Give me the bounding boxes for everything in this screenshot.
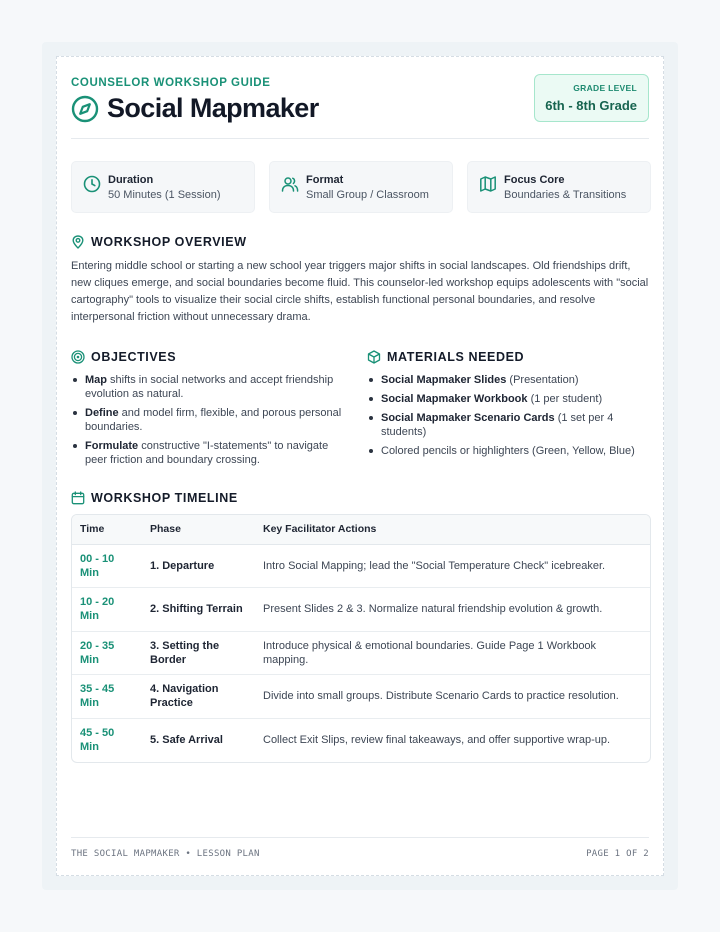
cell-time: 45 - 50 Min: [80, 727, 115, 753]
info-card-value: Small Group / Classroom: [306, 189, 429, 201]
list-item-bold: Define: [85, 407, 119, 419]
cell-time: 10 - 20 Min: [72, 588, 142, 632]
overview-heading-text: WORKSHOP OVERVIEW: [91, 235, 247, 249]
title-row: [71, 93, 319, 124]
info-card-value: 50 Minutes (1 Session): [108, 189, 221, 201]
materials-heading-text: MATERIALS NEEDED: [387, 350, 525, 364]
list-item-bold: Social Mapmaker Slides: [381, 374, 507, 386]
list-item-bold: Formulate: [85, 440, 139, 452]
objectives-list: [71, 373, 353, 472]
compass-icon: [71, 95, 99, 123]
list-item: [367, 392, 653, 406]
info-card-label: Format: [306, 174, 344, 186]
materials-heading: [367, 350, 524, 364]
cell-actions: Present Slides 2 & 3. Normalize natural friendship evolution & growth.: [255, 588, 650, 632]
table-header-row: [72, 515, 650, 544]
info-card-value: Boundaries & Transitions: [504, 189, 627, 201]
cell-phase: 1. Departure: [142, 544, 255, 588]
list-item-bold: Map: [85, 374, 107, 386]
list-item-text: constructive "I-statements" to navigate peer friction and boundary crossing.: [85, 440, 329, 466]
list-item-text: shifts in social networks and accept friendship evolution as natural.: [85, 374, 334, 400]
grade-level-badge: [534, 74, 649, 122]
table-row: [72, 544, 650, 588]
document-page: [56, 56, 664, 876]
clock-icon: [83, 175, 101, 193]
footer-divider: [71, 837, 649, 838]
list-item: [71, 406, 353, 434]
objectives-heading-text: OBJECTIVES: [91, 350, 177, 364]
page-title: Social Mapmaker: [107, 93, 319, 123]
info-card-duration: [71, 161, 255, 213]
column-header-phase: Phase: [142, 515, 255, 544]
package-icon: [367, 350, 381, 364]
objectives-heading: [71, 350, 176, 364]
list-item: [367, 411, 653, 439]
cell-actions: Divide into small groups. Distribute Scenario Cards to practice resolution.: [255, 675, 650, 719]
cell-phase: 3. Setting the Border: [142, 631, 255, 675]
cell-phase: 5. Safe Arrival: [150, 734, 223, 746]
info-card-label: Focus Core: [504, 174, 565, 186]
info-card-format: [269, 161, 453, 213]
map-icon: [479, 175, 497, 193]
table-row: [72, 588, 650, 632]
list-item-text: (1 set per 4 students): [381, 412, 614, 438]
table-row: [72, 718, 650, 762]
info-card-label: Duration: [108, 174, 154, 186]
cell-time: 20 - 35 Min: [72, 631, 142, 675]
list-item: [367, 444, 653, 458]
grade-level-label: GRADE LEVEL: [573, 83, 637, 93]
cell-phase: 4. Navigation Practice: [142, 675, 255, 719]
cell-time: 00 - 10 Min: [72, 544, 142, 588]
list-item-bold: Social Mapmaker Workbook: [381, 393, 528, 405]
overview-heading: [71, 235, 247, 249]
column-header-actions: Key Facilitator Actions: [255, 515, 650, 544]
column-header-time: Time: [72, 515, 142, 544]
target-icon: [71, 350, 85, 364]
header-divider: [71, 138, 649, 139]
info-cards: [71, 161, 651, 213]
grade-level-value: 6th - 8th Grade: [545, 98, 637, 113]
list-item-text: (1 per student): [527, 393, 603, 405]
list-item: [71, 439, 353, 467]
table-row: [72, 631, 650, 675]
table-row: [72, 675, 650, 719]
timeline-table: [71, 514, 651, 763]
list-item-text: and model firm, flexible, and porous personal boundaries.: [85, 407, 342, 433]
list-item: [367, 373, 653, 387]
calendar-icon: [71, 491, 85, 505]
overview-paragraph: Entering middle school or starting a new school year triggers major shifts in social landscapes. Old friendships drift, new cliques emerge, and social boundaries become fluid. This counselor-led workshop equips adolescents with "social cartography" tools to visualize their social circle shifts, establish functional personal boundaries, and resolve interpersonal friction without unnecessary drama.: [71, 260, 649, 323]
cell-time: 35 - 45 Min: [72, 675, 142, 719]
timeline-heading: [71, 491, 238, 505]
list-item: [71, 373, 353, 401]
cell-actions: Introduce physical & emotional boundaries. Guide Page 1 Workbook mapping.: [255, 631, 650, 675]
cell-actions: Collect Exit Slips, review final takeaways, and offer supportive wrap-up.: [263, 734, 611, 746]
list-item-bold: Social Mapmaker Scenario Cards: [381, 412, 555, 424]
map-pin-icon: [71, 235, 85, 249]
info-card-focus-core: [467, 161, 651, 213]
document-eyebrow: COUNSELOR WORKSHOP GUIDE: [71, 77, 271, 89]
list-item-text: Colored pencils or highlighters (Green, Yellow, Blue): [381, 445, 635, 457]
users-icon: [281, 175, 299, 193]
cell-phase: 2. Shifting Terrain: [142, 588, 255, 632]
timeline-heading-text: WORKSHOP TIMELINE: [91, 491, 238, 505]
list-item-text: (Presentation): [506, 374, 579, 386]
page-number: PAGE 1 OF 2: [586, 849, 649, 859]
materials-list: [367, 373, 653, 463]
footer-title: THE SOCIAL MAPMAKER • LESSON PLAN: [71, 849, 260, 859]
cell-actions: Intro Social Mapping; lead the "Social Temperature Check" icebreaker.: [255, 544, 650, 588]
